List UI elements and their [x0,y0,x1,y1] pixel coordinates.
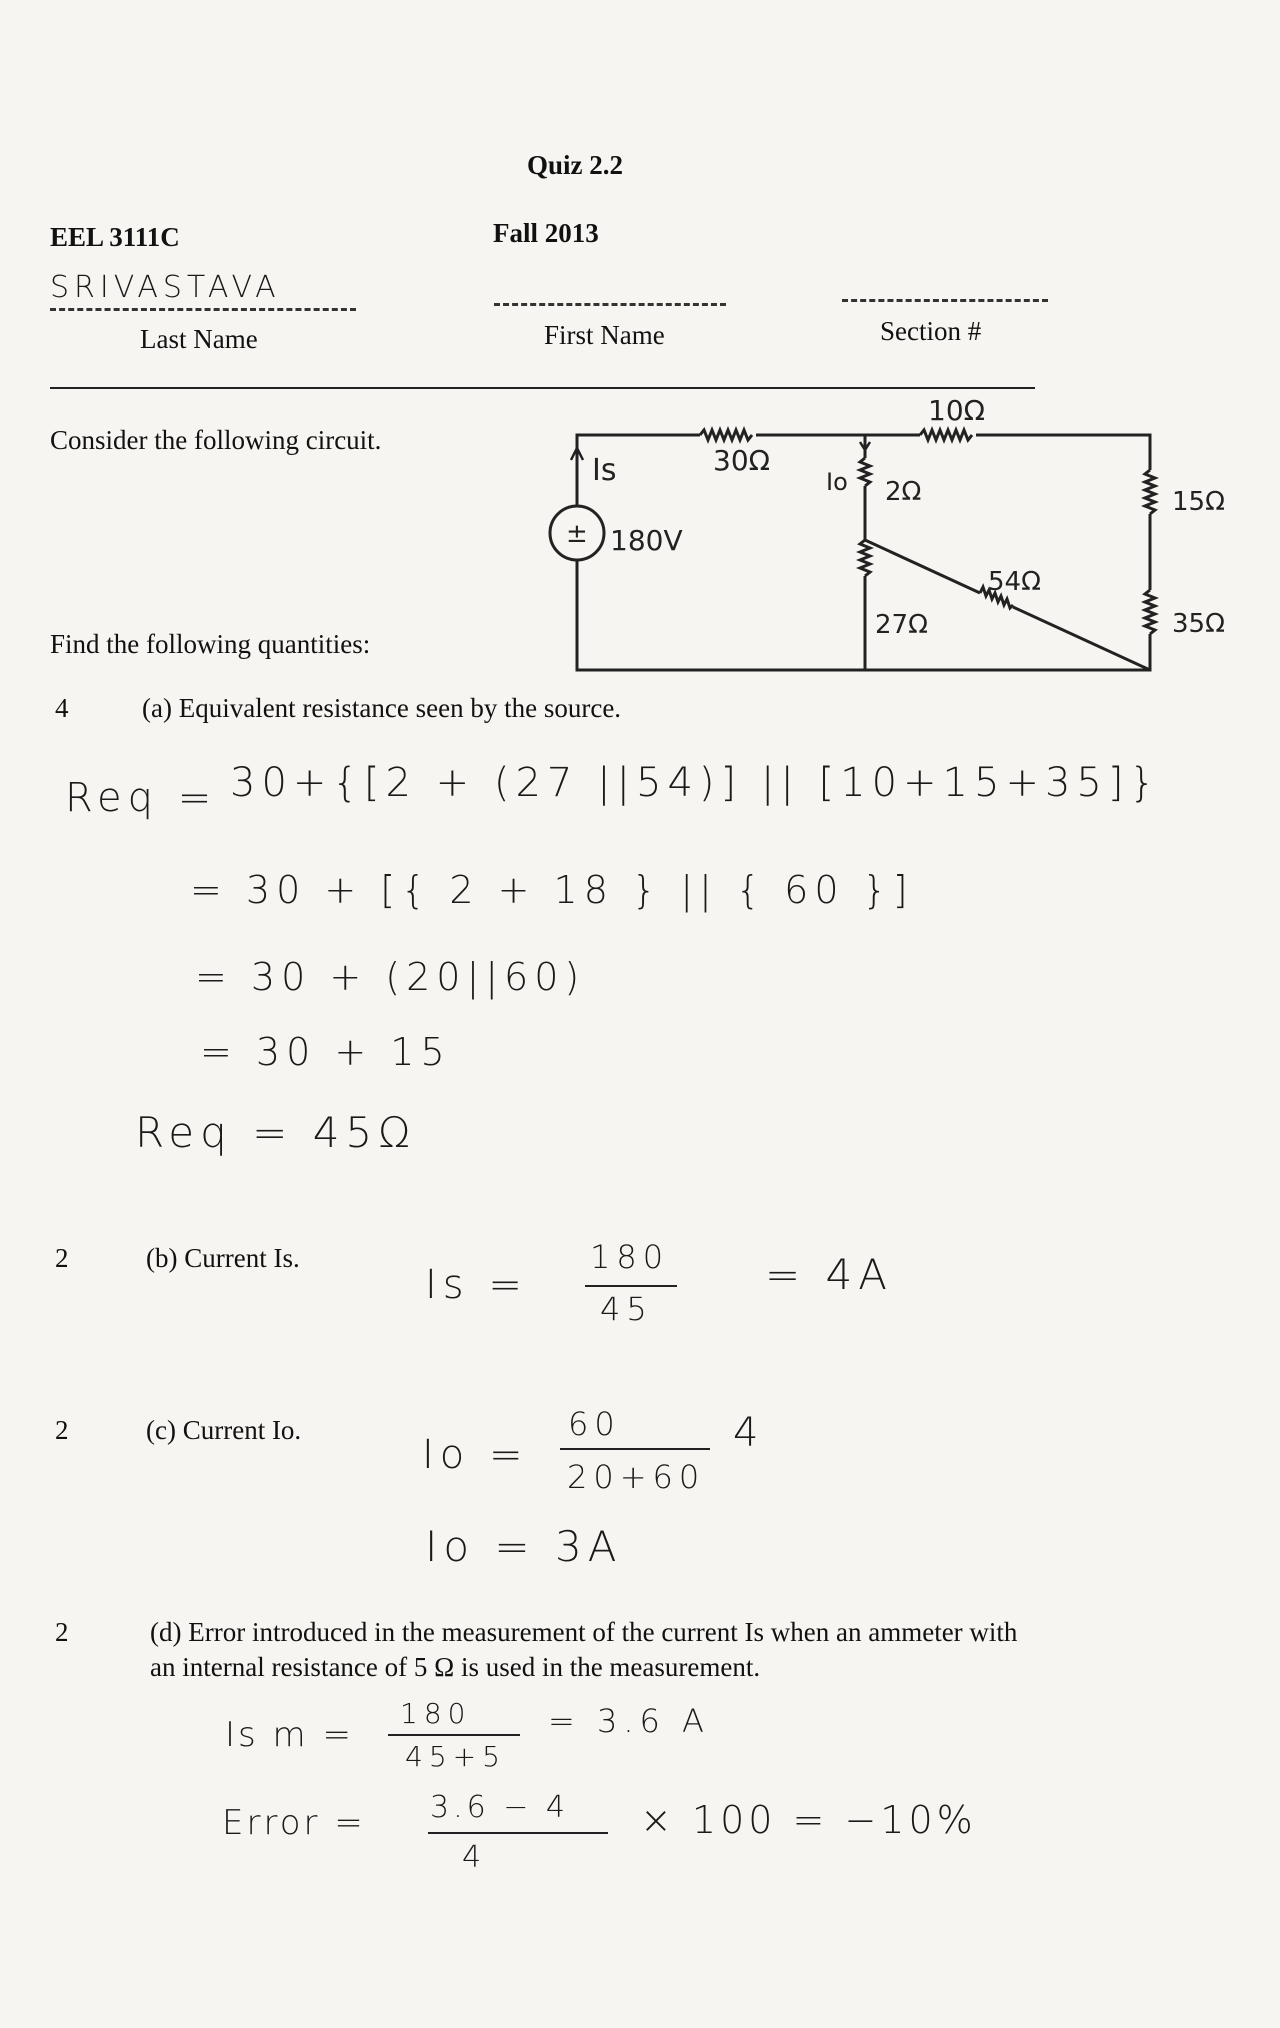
course-code: EEL 3111C [50,222,180,252]
section-line [842,299,1048,302]
r2-label: 2Ω [885,477,922,507]
error-denominator: 4 [462,1840,488,1875]
points-a: 4 [55,693,69,723]
answer-c-factor: 4 [733,1410,765,1456]
answer-d-rhs: = 3.6 A [548,1702,710,1740]
io-arrow [860,440,870,452]
question-a: (a) Equivalent resistance seen by the source. [142,693,622,723]
answer-b-numerator: 180 [590,1238,670,1276]
r35-label: 35Ω [1172,609,1225,639]
r15-label: 15Ω [1172,487,1225,517]
question-d-line1: (d) Error introduced in the measurement of the current Is when an ammeter with [150,1617,1018,1647]
source-voltage: 180V [610,524,683,557]
error-lhs: Error = [222,1803,366,1843]
header-divider [50,387,1035,389]
answer-a-line2: = 30 + [{ 2 + 18 } || { 60 }] [190,868,914,912]
intro-text: Consider the following circuit. [50,425,382,455]
quiz-title: Quiz 2.2 [527,150,624,180]
error-fraction-bar [428,1832,608,1834]
answer-d-numerator: 180 [400,1697,472,1730]
find-prompt: Find the following quantities: [50,629,371,659]
answer-c-fraction-bar [560,1448,710,1450]
is-arrow [571,448,583,485]
answer-a-line1: 30+{[2 + (27 ||54)] || [10+15+35]} [230,760,1161,806]
resistor-10 [920,430,972,440]
points-c: 2 [55,1415,69,1445]
question-c: (c) Current Io. [146,1415,302,1445]
last-name-value: SRIVASTAVA [50,270,281,305]
last-name-label: Last Name [140,324,258,354]
io-label: Io [826,468,848,496]
question-d-line2: an internal resistance of 5 Ω is used in the measurement. [150,1652,761,1682]
answer-c-numerator: 60 [568,1405,621,1443]
last-name-line [50,308,356,311]
is-label: Is [592,453,617,488]
answer-c-result: Io = 3A [425,1522,623,1571]
section-label: Section # [880,316,982,346]
resistor-30 [700,430,752,440]
answer-a-line3: = 30 + (20||60) [195,955,586,999]
answer-a-lhs: Req = [65,775,218,821]
answer-b-fraction-bar [585,1285,677,1287]
answer-d-lhs: Is m = [225,1715,354,1755]
question-b: (b) Current Is. [146,1243,300,1273]
first-name-line [494,303,726,306]
answer-c-lhs: Io = [422,1432,529,1478]
r27-label: 27Ω [875,610,928,640]
answer-a-result: Req = 45Ω [135,1108,417,1157]
answer-d-denominator: 45+5 [405,1740,506,1773]
answer-a-line4: = 30 + 15 [200,1030,451,1074]
points-d: 2 [55,1617,69,1647]
points-b: 2 [55,1243,69,1273]
r30-label: 30Ω [713,444,771,477]
answer-d-fraction-bar [388,1734,520,1736]
first-name-label: First Name [544,320,665,350]
r54-label: 54Ω [988,567,1041,597]
resistor-2 [860,458,870,486]
circuit-diagram [530,390,1270,680]
resistor-27 [860,540,870,576]
wire-top-right [976,435,1150,470]
answer-c-denominator: 20+60 [567,1458,706,1496]
error-rhs: × 100 = −10% [640,1798,977,1842]
resistor-35 [1145,590,1155,634]
term: Fall 2013 [493,218,599,248]
r10-label: 10Ω [928,394,986,427]
source-polarity: ± [566,519,588,549]
error-numerator: 3.6 − 4 [430,1790,570,1825]
answer-b-rhs: = 4A [765,1250,893,1299]
answer-b-denominator: 45 [600,1290,653,1328]
resistor-15 [1145,470,1155,514]
answer-b-lhs: Is = [425,1262,528,1308]
